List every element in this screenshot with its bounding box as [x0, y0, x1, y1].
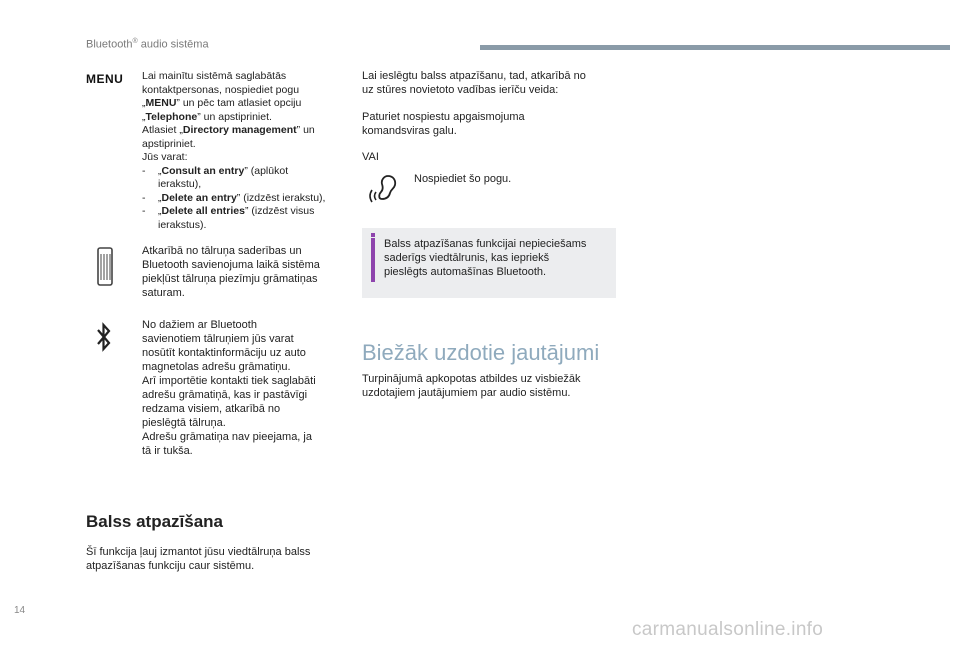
- menu-options-list: [142, 165, 342, 233]
- header-rule: [480, 45, 950, 50]
- voice-activation-hold: Paturiet nospiestu apgaismojuma komandsviras galu.: [362, 111, 525, 137]
- watermark-link[interactable]: carmanualsonline.info: [632, 619, 824, 640]
- list-item: - „Delete an entry” (izdzēst ierakstu),: [142, 191, 326, 204]
- bluetooth-icon: [96, 322, 112, 352]
- list-item: - „Consult an entry” (aplūkot ierakstu),: [142, 164, 289, 190]
- info-icon: [371, 233, 375, 237]
- info-accent-bar: [371, 238, 375, 282]
- info-box-text: Balss atpazīšanas funkcijai nepieciešams saderīgs viedtālrunis, kas iepriekš pieslēgts automašīnas Bluetooth.: [384, 238, 587, 278]
- faq-body: Turpinājumā apkopotas atbildes uz visbiežāk uzdotajiem jautājumiem par audio sistēmu.: [362, 373, 581, 399]
- list-item: - „Delete all entries” (izdzēst visus ierakstus).: [142, 205, 315, 231]
- menu-instructions: Lai mainītu sistēmā saglabātās kontaktpersonas, nospiediet pogu „MENU” un pēc tam atlasiet opciju „Telephone” un apstipriniet. Atlasiet „Directory management” un apstipriniet. Jūs varat: - „Consult an entry” (aplūkot ierakstu), - „Delete an entry” (izdzēst ierakstu), - „Delete all entries” (izdzēst visus ierakstus).: [142, 70, 342, 232]
- voice-recognition-title: Balss atpazīšana: [86, 512, 224, 531]
- page-number: 14: [14, 605, 26, 616]
- page-header-title: Bluetooth® audio sistēma: [86, 38, 209, 51]
- phone-directory-text: Atkarībā no tālruņa saderības un Bluetooth savienojuma laikā sistēma piekļūst tālruņa piezīmju grāmatiņas saturam.: [142, 245, 320, 299]
- menu-button-label: MENU: [86, 72, 124, 86]
- or-label: VAI: [362, 151, 379, 163]
- mobile-phone-icon: [96, 247, 114, 287]
- voice-recognition-body: Šī funkcija ļauj izmantot jūsu viedtālruņa balss atpazīšanas funkciju caur sistēmu.: [86, 546, 311, 572]
- voice-command-icon: [368, 172, 402, 206]
- bluetooth-contacts-text: No dažiem ar Bluetooth savienotiem tālruņiem jūs varat nosūtīt kontaktinformāciju uz auto magnetolas adrešu grāmatiņu. Arī importētie kontakti tiek saglabāti adrešu grāmatiņā, kas ir pastāvīgi redzama visiem, atkarībā no pieslēgtā tālruņa. Adrešu grāmatiņa nav pieejama, ja tā ir tukša.: [142, 319, 316, 457]
- voice-activation-intro: Lai ieslēgtu balss atpazīšanu, tad, atkarībā no uz stūres novietoto vadības ierīču veida:: [362, 70, 586, 96]
- faq-title: Biežāk uzdotie jautājumi: [362, 340, 600, 365]
- press-button-text: Nospiediet šo pogu.: [414, 173, 512, 185]
